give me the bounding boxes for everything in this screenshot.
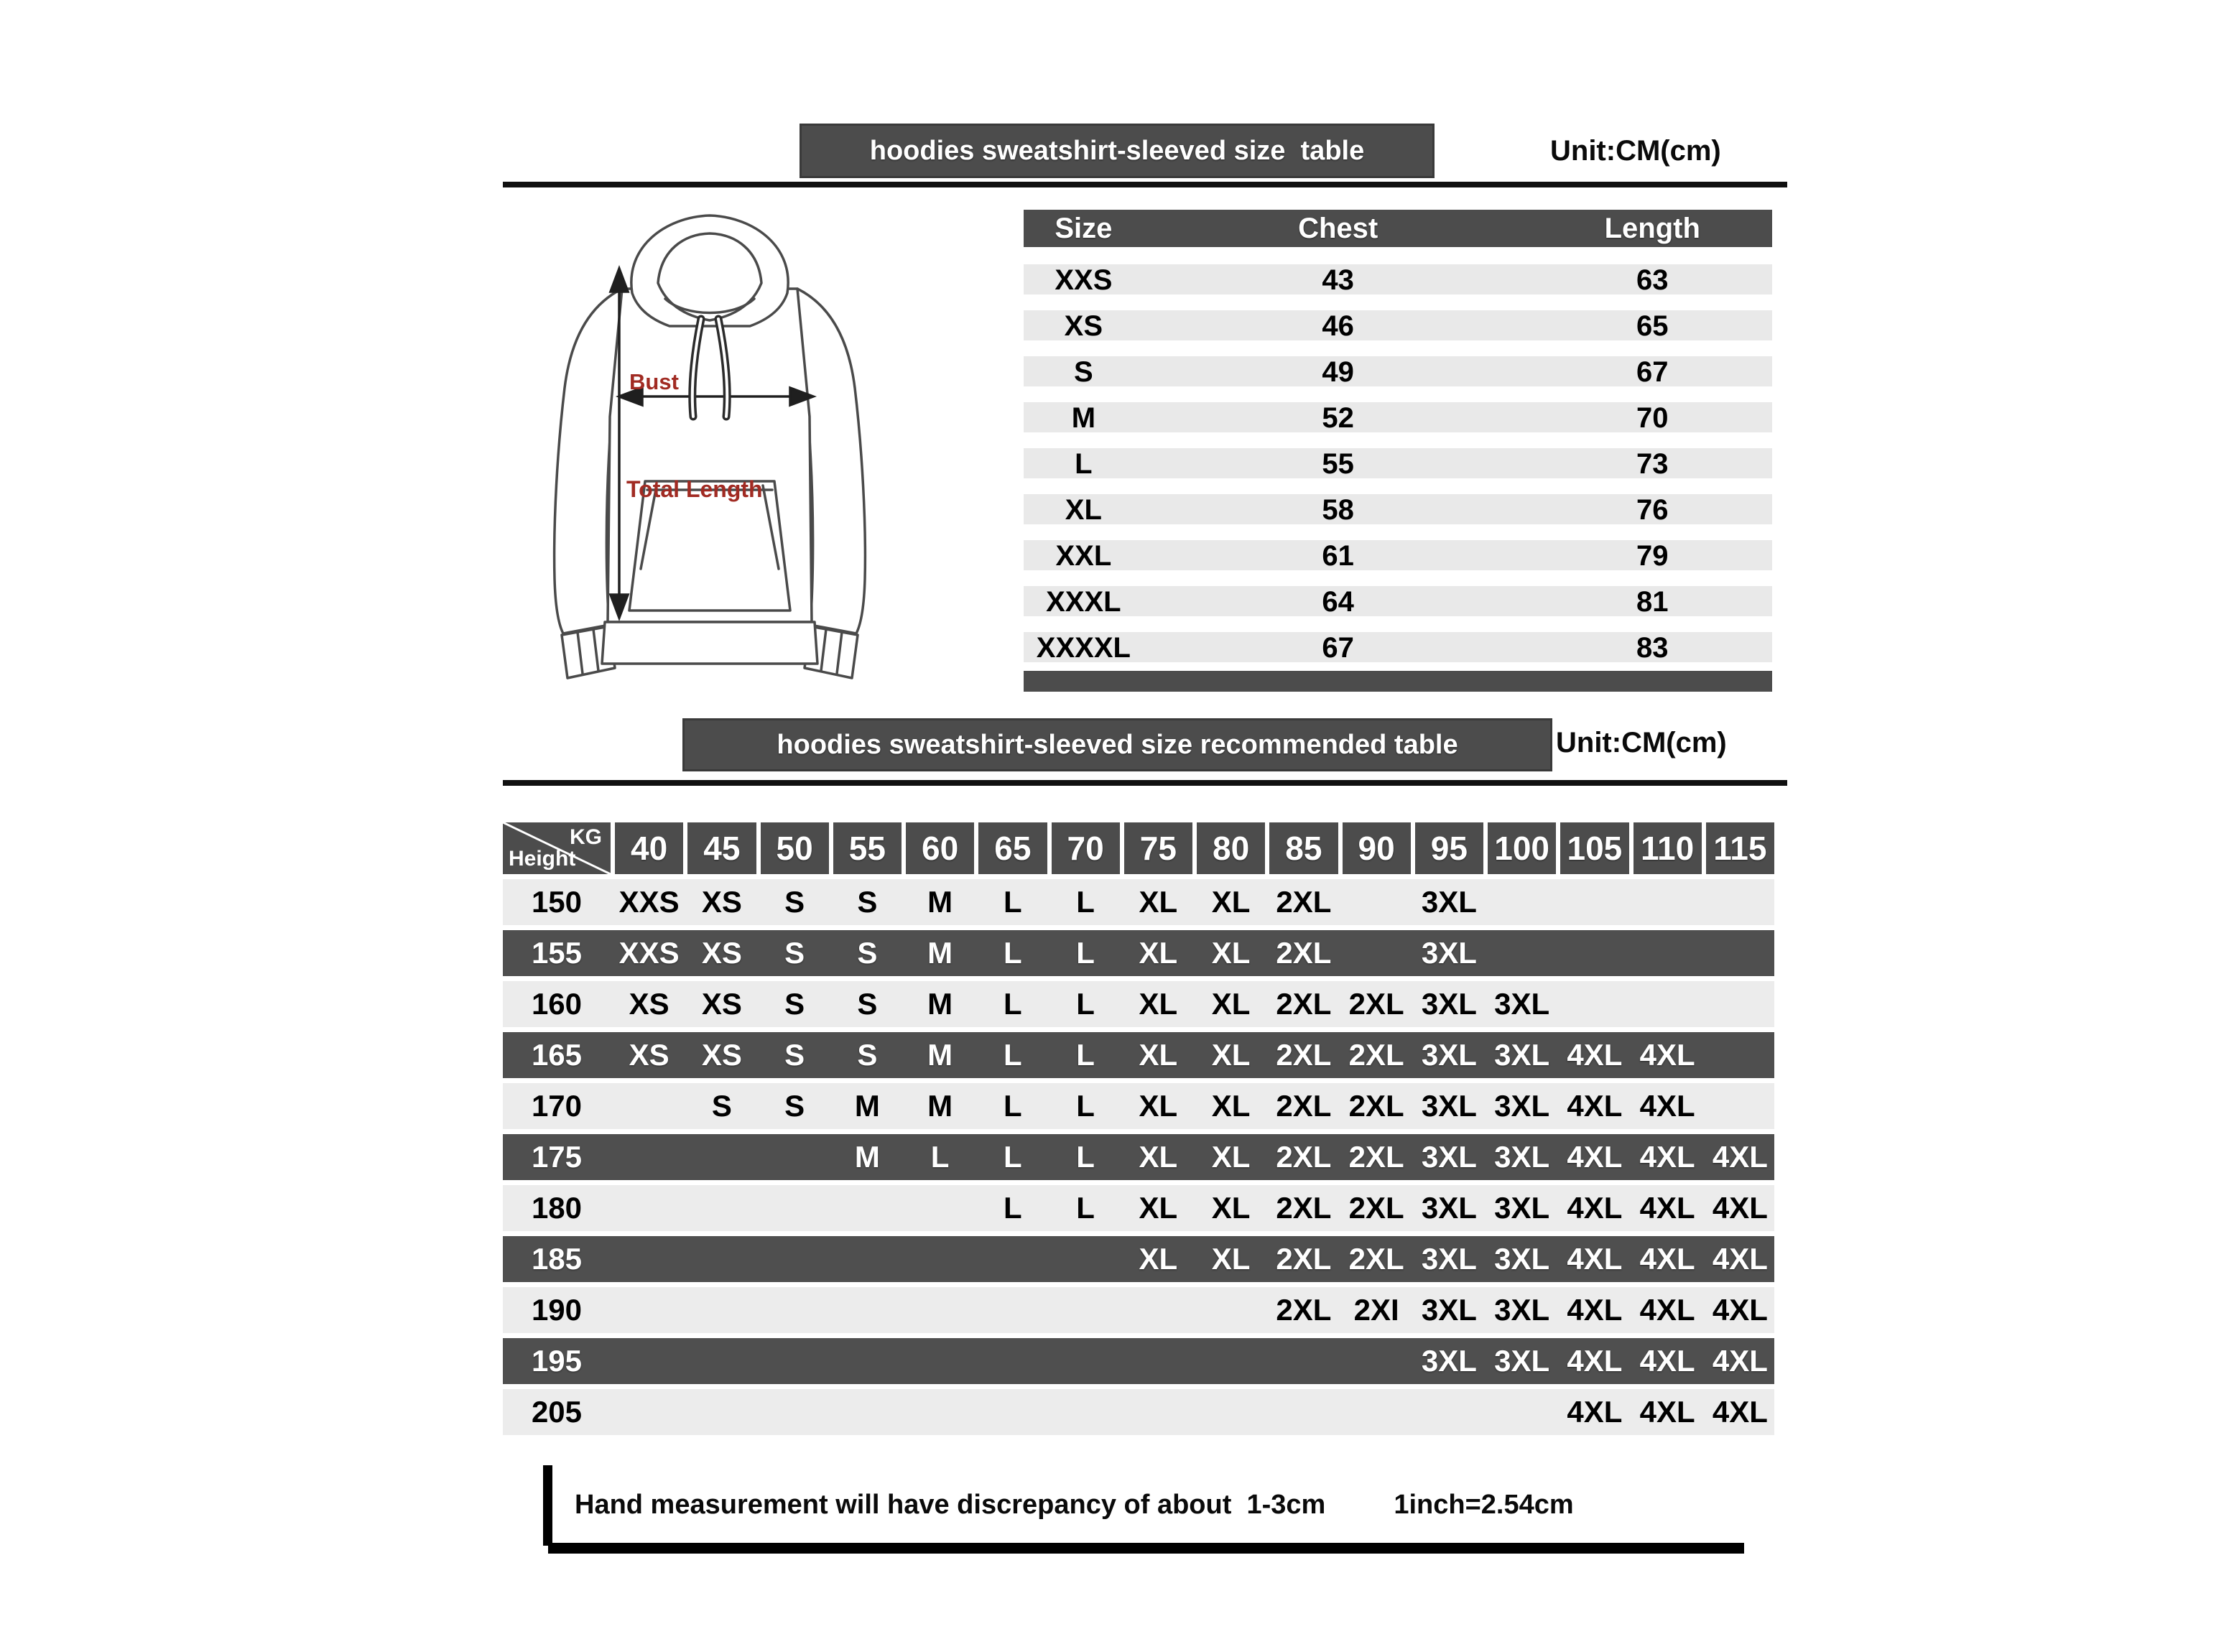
recommended-table-row [503, 1236, 1774, 1282]
size-recommendation-cell: 2XL [1276, 1089, 1332, 1123]
size-recommendation-cell: XL [1139, 1140, 1178, 1174]
size-recommendation-cell: M [854, 1089, 880, 1123]
size-recommendation-cell: 4XL [1567, 1140, 1623, 1174]
size-table-row [1024, 494, 1772, 524]
weight-header-cell: 90 [1343, 822, 1411, 874]
size-table-cell-chest: 52 [1322, 402, 1354, 434]
size-recommendation-cell: 4XL [1712, 1293, 1768, 1327]
size-recommendation-cell: L [1004, 987, 1022, 1021]
note-underline-bar [548, 1543, 1744, 1554]
size-recommendation-cell: 4XL [1712, 1344, 1768, 1378]
size-recommendation-cell: L [1076, 987, 1095, 1021]
size-recommendation-cell: L [1004, 1191, 1022, 1225]
size-recommendation-cell: S [857, 885, 878, 919]
size-table-unit-label: Unit:CM(cm) [1550, 135, 1721, 167]
size-recommendation-cell: 2XL [1276, 987, 1332, 1021]
size-recommendation-cell: XS [701, 936, 742, 970]
size-recommendation-cell: L [1076, 1191, 1095, 1225]
size-recommendation-cell: XL [1139, 1089, 1178, 1123]
note-text: Hand measurement will have discrepancy of about 1-3cm [575, 1490, 1326, 1520]
size-recommendation-cell: XL [1139, 1038, 1178, 1072]
size-recommendation-cell: 2XL [1276, 1191, 1332, 1225]
note-left-bar [543, 1465, 552, 1546]
recommended-table-row [503, 1287, 1774, 1333]
size-table-row [1024, 310, 1772, 340]
recommended-table-title-bar [682, 718, 1552, 771]
size-table-cell-chest: 49 [1322, 356, 1354, 388]
size-table-cell-chest: 64 [1322, 586, 1354, 618]
total-length-label: Total Length [626, 476, 763, 502]
recommended-table-row [503, 1389, 1774, 1435]
top-divider-line [503, 182, 1787, 187]
recommended-table-unit-label: Unit:CM(cm) [1556, 727, 1727, 758]
size-table-cell-chest: 46 [1322, 310, 1354, 342]
size-recommendation-cell: M [927, 1038, 953, 1072]
size-recommendation-cell: XL [1211, 1089, 1251, 1123]
size-recommendation-cell: 3XL [1421, 1089, 1477, 1123]
size-recommendation-cell: 4XL [1712, 1395, 1768, 1429]
size-table-cell-length: 76 [1636, 494, 1669, 526]
size-table-footer-bar [1024, 671, 1772, 692]
size-table-cell-chest: 58 [1322, 494, 1354, 526]
height-label: 155 [531, 936, 583, 970]
size-recommendation-cell: 2XL [1348, 987, 1404, 1021]
weight-header-cell: 55 [833, 822, 902, 874]
size-recommendation-cell: 2XL [1348, 1038, 1404, 1072]
weight-header-cell: 40 [615, 822, 683, 874]
note-conversion: 1inch=2.54cm [1394, 1490, 1574, 1520]
size-table-header-size: Size [1055, 212, 1113, 244]
size-recommendation-cell: L [1004, 1140, 1022, 1174]
height-label: 175 [531, 1140, 583, 1174]
size-recommendation-cell: 2XL [1276, 1140, 1332, 1174]
size-recommendation-cell: S [784, 885, 805, 919]
size-table-cell-chest: 55 [1322, 448, 1354, 480]
size-recommendation-cell: L [1004, 936, 1022, 970]
size-recommendation-cell: M [854, 1140, 880, 1174]
size-recommendation-cell: 4XL [1639, 1191, 1695, 1225]
recommended-table-row [503, 981, 1774, 1027]
size-recommendation-cell: 3XL [1494, 987, 1550, 1021]
size-table [1024, 210, 1772, 705]
weight-header-cell: 65 [978, 822, 1047, 874]
weight-header-cell: 105 [1560, 822, 1628, 874]
size-recommendation-cell: 3XL [1421, 987, 1477, 1021]
height-label: 190 [531, 1293, 583, 1327]
size-table-body [1024, 264, 1772, 662]
height-label: 150 [531, 885, 583, 919]
size-recommendation-cell: S [784, 1089, 805, 1123]
size-recommendation-cell: L [1004, 1089, 1022, 1123]
size-recommendation-cell: 2XL [1276, 1038, 1332, 1072]
size-table-cell-length: 65 [1636, 310, 1669, 342]
size-recommendation-cell: XS [629, 987, 669, 1021]
size-recommendation-cell: 4XL [1639, 1140, 1695, 1174]
height-label: 195 [531, 1344, 583, 1378]
recommended-table-header [503, 822, 1774, 874]
size-recommendation-cell: 3XL [1421, 1293, 1477, 1327]
size-recommendation-cell: S [784, 936, 805, 970]
size-recommendation-cell: S [857, 987, 878, 1021]
size-recommendation-cell: 3XL [1421, 1344, 1477, 1378]
size-recommendation-cell: 2XL [1348, 1140, 1404, 1174]
size-recommendation-cell: 3XL [1421, 1038, 1477, 1072]
size-table-header [1024, 210, 1772, 247]
size-recommendation-cell: S [784, 1038, 805, 1072]
size-recommendation-cell: 2XL [1348, 1242, 1404, 1276]
size-recommendation-cell: 3XL [1494, 1242, 1550, 1276]
size-table-title-bar [800, 124, 1435, 178]
size-table-row [1024, 632, 1772, 662]
size-recommendation-cell: XL [1211, 936, 1251, 970]
weight-header-cell: 70 [1052, 822, 1120, 874]
size-recommendation-cell: L [1076, 1140, 1095, 1174]
size-table-header-length: Length [1604, 212, 1700, 244]
size-recommendation-cell: 4XL [1639, 1038, 1695, 1072]
size-recommendation-cell: L [1076, 1038, 1095, 1072]
size-table-row [1024, 402, 1772, 432]
size-recommendation-cell: XL [1139, 885, 1178, 919]
size-recommendation-cell: 3XL [1421, 1191, 1477, 1225]
weight-header-cell: 60 [906, 822, 974, 874]
size-recommendation-cell: 3XL [1494, 1140, 1550, 1174]
height-label: 205 [531, 1395, 583, 1429]
size-table-row [1024, 586, 1772, 616]
weight-header-cell: 80 [1197, 822, 1265, 874]
size-recommendation-cell: 4XL [1639, 1293, 1695, 1327]
weight-header-cell: 100 [1488, 822, 1556, 874]
size-recommendation-cell: 4XL [1567, 1395, 1623, 1429]
height-label: 180 [531, 1191, 583, 1225]
size-recommendation-cell: 4XL [1567, 1191, 1623, 1225]
size-recommendation-cell: S [857, 1038, 878, 1072]
size-recommendation-cell: XS [629, 1038, 669, 1072]
recommended-table-row [503, 1083, 1774, 1129]
size-recommendation-cell: 4XL [1567, 1344, 1623, 1378]
size-table-row [1024, 264, 1772, 294]
bust-label: Bust [629, 369, 679, 394]
size-recommendation-cell: 3XL [1421, 1140, 1477, 1174]
size-recommendation-cell: 4XL [1567, 1038, 1623, 1072]
size-recommendation-cell: XS [701, 885, 742, 919]
height-label: 160 [531, 987, 583, 1021]
size-recommendation-cell: XL [1139, 1191, 1178, 1225]
size-recommendation-cell: M [927, 885, 953, 919]
recommended-table-row [503, 1032, 1774, 1078]
size-table-cell-size: S [1074, 356, 1093, 388]
size-recommendation-cell: M [927, 936, 953, 970]
recommended-table-row [503, 930, 1774, 976]
size-recommendation-cell: XL [1139, 936, 1178, 970]
recommended-table-row [503, 1185, 1774, 1231]
size-table-cell-size: XXS [1055, 264, 1113, 296]
size-recommendation-cell: XL [1211, 1191, 1251, 1225]
weight-header-cell: 75 [1124, 822, 1192, 874]
size-recommendation-cell: 2XI [1353, 1293, 1399, 1327]
size-table-cell-size: XXXXL [1036, 632, 1131, 664]
size-recommendation-cell: XL [1139, 987, 1178, 1021]
size-recommendation-cell: XL [1211, 1038, 1251, 1072]
size-recommendation-cell: XS [701, 987, 742, 1021]
size-recommendation-cell: 3XL [1494, 1191, 1550, 1225]
size-recommendation-cell: 2XL [1348, 1191, 1404, 1225]
size-table-cell-chest: 61 [1322, 540, 1354, 572]
size-table-cell-size: L [1075, 448, 1093, 480]
size-table-header-chest: Chest [1298, 212, 1378, 244]
measurement-note [575, 1490, 1574, 1521]
size-recommendation-cell: 3XL [1494, 1038, 1550, 1072]
height-label: 165 [531, 1038, 583, 1072]
height-label: 170 [531, 1089, 583, 1123]
size-table-cell-size: XXL [1055, 540, 1112, 572]
size-recommendation-cell: XL [1139, 1242, 1178, 1276]
hoodie-measurement-diagram [524, 201, 934, 704]
size-table-cell-size: XL [1065, 494, 1102, 526]
size-recommendation-cell: 4XL [1567, 1089, 1623, 1123]
size-recommendation-cell: S [784, 987, 805, 1021]
size-table-cell-size: XS [1064, 310, 1103, 342]
size-recommendation-cell: XL [1211, 1140, 1251, 1174]
size-table-cell-chest: 67 [1322, 632, 1354, 664]
size-recommendation-cell: 4XL [1639, 1089, 1695, 1123]
size-table-cell-size: M [1071, 402, 1096, 434]
size-recommendation-cell: 4XL [1567, 1242, 1623, 1276]
size-table-row [1024, 448, 1772, 478]
size-recommendation-cell: M [927, 987, 953, 1021]
size-table-cell-size: XXXL [1046, 586, 1121, 618]
recommended-table-row [503, 1338, 1774, 1384]
size-recommendation-cell: XS [701, 1038, 742, 1072]
kg-height-corner-cell [503, 822, 611, 874]
size-recommendation-cell: 3XL [1494, 1344, 1550, 1378]
size-recommendation-cell: L [1076, 885, 1095, 919]
size-recommendation-cell: S [711, 1089, 732, 1123]
weight-header-cell: 115 [1706, 822, 1774, 874]
size-table-cell-chest: 43 [1322, 264, 1354, 296]
size-table-row [1024, 540, 1772, 570]
size-recommendation-cell: 4XL [1639, 1344, 1695, 1378]
size-recommendation-cell: L [930, 1140, 950, 1174]
size-recommendation-cell: S [857, 936, 878, 970]
weight-header-cell: 85 [1269, 822, 1338, 874]
size-recommendation-cell: 3XL [1494, 1293, 1550, 1327]
corner-kg-label: KG [570, 825, 602, 849]
size-recommendation-cell: L [1076, 936, 1095, 970]
size-recommendation-cell: 4XL [1712, 1242, 1768, 1276]
weight-header-cell: 45 [687, 822, 756, 874]
size-recommendation-cell: M [927, 1089, 953, 1123]
size-recommendation-cell: 4XL [1639, 1242, 1695, 1276]
size-recommendation-cell: L [1004, 885, 1022, 919]
size-table-row [1024, 356, 1772, 386]
size-table-cell-length: 83 [1636, 632, 1669, 664]
recommended-table-row [503, 879, 1774, 925]
size-table-cell-length: 73 [1636, 448, 1669, 480]
size-table-cell-length: 81 [1636, 586, 1669, 618]
size-recommendation-cell: 4XL [1567, 1293, 1623, 1327]
size-recommendation-cell: L [1076, 1089, 1095, 1123]
recommended-table-title: hoodies sweatshirt-sleeved size recommended table [777, 729, 1458, 760]
middle-divider-line [503, 780, 1787, 786]
size-recommendation-cell: 2XL [1276, 885, 1332, 919]
weight-header-cell: 95 [1415, 822, 1483, 874]
size-recommendation-cell: 2XL [1276, 1242, 1332, 1276]
size-recommendation-cell: XXS [618, 936, 680, 970]
recommended-table-row [503, 1134, 1774, 1180]
size-recommendation-cell: 3XL [1494, 1089, 1550, 1123]
size-table-cell-length: 67 [1636, 356, 1669, 388]
size-recommendation-cell: 4XL [1639, 1395, 1695, 1429]
size-recommendation-cell: 3XL [1421, 936, 1477, 970]
size-table-cell-length: 63 [1636, 264, 1669, 296]
recommended-table-body [503, 879, 1774, 1440]
size-recommendation-cell: XXS [618, 885, 680, 919]
size-recommendation-cell: XL [1211, 1242, 1251, 1276]
weight-header-cell: 110 [1633, 822, 1702, 874]
weight-header-cell: 50 [761, 822, 829, 874]
size-recommendation-cell: 2XL [1276, 1293, 1332, 1327]
size-recommendation-cell: XL [1211, 885, 1251, 919]
size-recommendation-cell: 2XL [1276, 936, 1332, 970]
size-recommendation-cell: 3XL [1421, 885, 1477, 919]
size-recommendation-cell: 4XL [1712, 1191, 1768, 1225]
hoodie-hem-band [602, 622, 817, 664]
size-recommendation-cell: 3XL [1421, 1242, 1477, 1276]
size-recommendation-cell: 4XL [1712, 1140, 1768, 1174]
height-label: 185 [531, 1242, 583, 1276]
size-table-cell-length: 70 [1636, 402, 1669, 434]
size-table-cell-length: 79 [1636, 540, 1669, 572]
size-table-title: hoodies sweatshirt-sleeved size table [869, 135, 1365, 166]
size-recommendation-cell: XL [1211, 987, 1251, 1021]
size-recommendation-cell: 2XL [1348, 1089, 1404, 1123]
corner-height-label: Height [509, 847, 576, 871]
size-recommendation-cell: L [1004, 1038, 1022, 1072]
